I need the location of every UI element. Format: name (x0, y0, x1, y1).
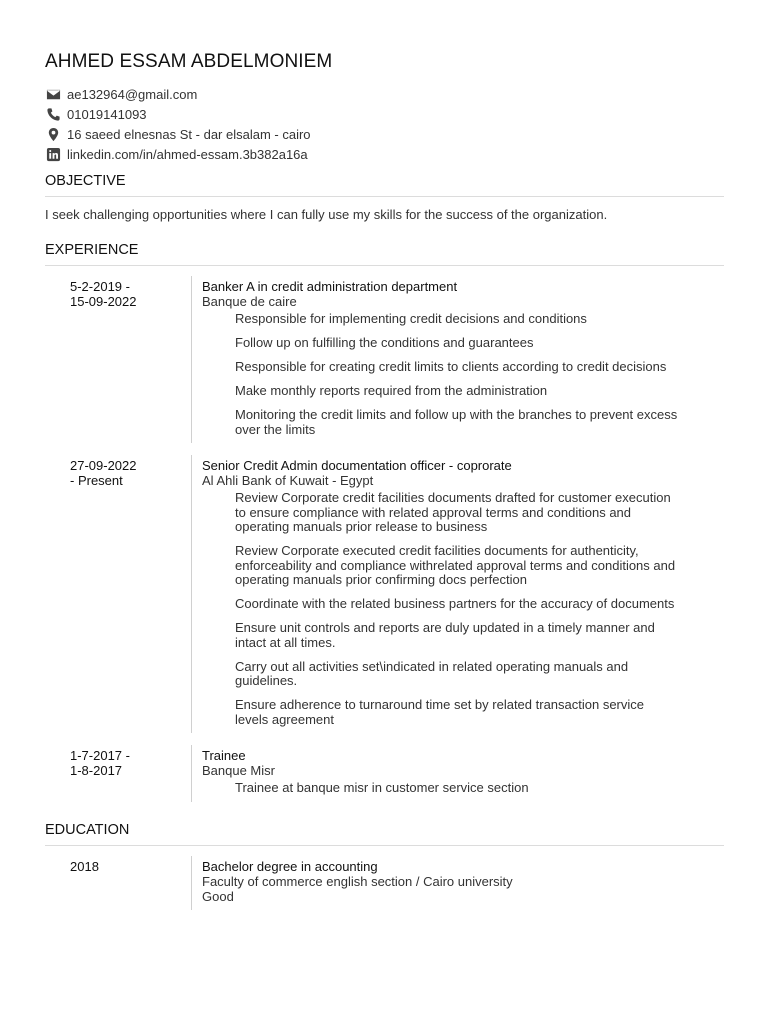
contact-address (45, 124, 724, 144)
list-item: Ensure adherence to turnaround time set by related transaction service levels agreement (235, 697, 645, 727)
list-item: Trainee at banque misr in customer service section (235, 780, 529, 795)
date-start: 27-09-2022 (70, 458, 137, 473)
entry-body (191, 856, 724, 910)
phone-icon (45, 106, 61, 122)
entry-body (191, 745, 724, 802)
job-title: Trainee (202, 748, 246, 763)
job-title: Senior Credit Admin documentation officer - coprorate (202, 458, 512, 473)
phone-text: 01019141093 (67, 106, 147, 122)
entry-date (45, 745, 191, 802)
employer: Banque de caire (202, 294, 297, 309)
job-title: Banker A in credit administration department (202, 279, 458, 294)
map-pin-icon (45, 126, 61, 142)
experience-entry (45, 455, 724, 733)
entry-date (45, 276, 191, 443)
list-item: Monitoring the credit limits and follow up with the branches to prevent excess over the limits (235, 407, 678, 437)
entry-body (191, 455, 724, 733)
responsibility-list (202, 781, 680, 796)
email-text: ae132964@gmail.com (67, 86, 198, 102)
grade: Good (202, 888, 234, 904)
date-end: 1-8-2017 (70, 763, 123, 778)
experience-entry (45, 745, 724, 802)
contact-linkedin (45, 144, 724, 164)
entry-date (45, 455, 191, 733)
contact-phone (45, 104, 724, 124)
resume-page (45, 50, 724, 910)
contact-email (45, 84, 724, 104)
employer: Al Ahli Bank of Kuwait - Egypt (202, 473, 374, 488)
address-text: 16 saeed elnesnas St - dar elsalam - cairo (67, 126, 311, 142)
list-item: Make monthly reports required from the administration (235, 383, 548, 398)
list-item: Review Corporate executed credit facilities documents for authenticity, enforceability and compliance withrelated approval terms and conditions and operating manuals prior confirming docs perfection (235, 543, 676, 587)
entry-date: 2018 (70, 858, 99, 874)
objective-text: I seek challenging opportunities where I can fully use my skills for the success of the organization. (45, 207, 608, 222)
list-item: Coordinate with the related business partners for the accuracy of documents (235, 596, 675, 611)
envelope-icon (45, 86, 61, 102)
school-name: Faculty of commerce english section / Cairo university (202, 873, 513, 889)
education-list (45, 856, 724, 910)
date-end: 15-09-2022 (70, 294, 137, 309)
degree-title: Bachelor degree in accounting (202, 858, 378, 874)
list-item: Ensure unit controls and reports are duly updated in a timely manner and intact at all times. (235, 620, 655, 650)
education-entry (45, 856, 724, 910)
responsibility-list (202, 491, 680, 727)
experience-entry (45, 276, 724, 443)
education-heading: EDUCATION (45, 822, 724, 846)
objective-heading: OBJECTIVE (45, 173, 724, 197)
list-item: Responsible for implementing credit decisions and conditions (235, 311, 587, 326)
date-start: 1-7-2017 - (70, 748, 130, 763)
linkedin-icon (45, 146, 61, 162)
list-item: Carry out all activities set\indicated in related operating manuals and guidelines. (235, 658, 629, 688)
experience-list (45, 276, 724, 802)
list-item: Follow up on fulfilling the conditions and guarantees (235, 335, 534, 350)
date-end: - Present (70, 473, 123, 488)
employer: Banque Misr (202, 763, 275, 778)
list-item: Responsible for creating credit limits to clients according to credit decisions (235, 359, 667, 374)
experience-heading: EXPERIENCE (45, 242, 724, 266)
responsibility-list (202, 312, 680, 437)
list-item: Review Corporate credit facilities documents drafted for customer execution to ensure compliance with related approval terms and conditions and operating manuals prior release to business (235, 490, 671, 534)
date-start: 5-2-2019 - (70, 279, 130, 294)
entry-body (191, 276, 724, 443)
candidate-name: AHMED ESSAM ABDELMONIEM (45, 51, 333, 72)
linkedin-text[interactable]: linkedin.com/in/ahmed-essam.3b382a16a (67, 146, 308, 162)
